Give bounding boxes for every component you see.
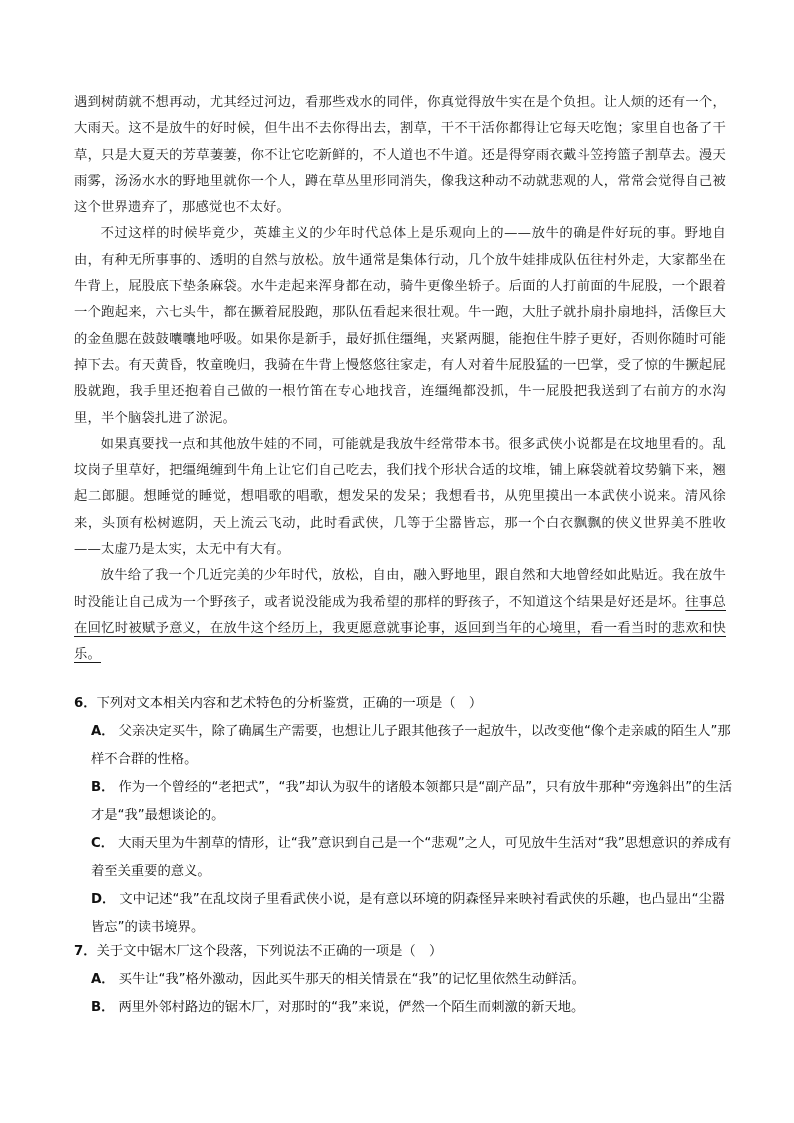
reading-passage <box>74 90 726 669</box>
passage-paragraph-2: 不过这样的时候毕竟少，英雄主义的少年时代总体上是乐观向上的——放牛的确是件好玩的事。野地自由，有种无所事事的、透明的自然与放松。放牛通常是集体行动，几个放牛娃排成队伍往村外走，大家都坐在牛背上，屁股底下垫条麻袋。水牛走起来浑身都在动，骑牛更像坐轿子。后面的人打前面的牛屁股，一个跟着一个跑起来，六七头牛，都在撅着屁股跑，那队伍看起来很壮观。牛一跑，大肚子就扑扇扑扇地抖，活像巨大的金鱼腮在鼓鼓囔囔地呼吸。如果你是新手，最好抓住缰绳，夹紧两腿，能抱住牛脖子更好，否则你随时可能掉下去。有天黄昏，牧童晚归，我骑在牛背上慢悠悠往家走，有人对着牛屁股猛的一巴掌，受了惊的牛撅起屁股就跑，我手里还抱着自己做的一根竹笛在专心地找音，连缰绳都没抓，牛一屁股把我送到了右前方的水沟里，半个脑袋扎进了淤泥。 <box>74 226 726 426</box>
underlined-sentence: 往事总在回忆时被赋予意义，在放牛这个经历上，我更愿意就事论事，返回到当年的心境里，看一看当时的悲欢和快乐。 <box>74 594 726 663</box>
option-label: B． <box>91 780 115 795</box>
option-text: 大雨天里为牛割草的情形，让“我”意识到自己是一个“悲观”之人，可见放牛生活对“我”思想意识的养成有着至关重要的意义。 <box>91 836 732 879</box>
passage-paragraph-1: 遇到树荫就不想再动，尤其经过河边，看那些戏水的同伴，你真觉得放牛实在是个负担。让人烦的还有一个，大雨天。这不是放牛的好时候，但牛出不去你得出去，割草，干不干活你都得让它每天吃饱；家里自也备了干草，只是大夏天的芳草萋萋，你不让它吃新鲜的，不人道也不牛道。还是得穿雨衣戴斗笠挎篮子割草去。漫天雨雾，汤汤水水的野地里就你一个人，蹲在草丛里形同消失，像我这种动不动就悲观的人，常常会觉得自己被这个世界遗弃了，那感觉也不太好。 <box>74 95 726 216</box>
question-text: 下列对文本相关内容和艺术特色的分析鉴赏，正确的一项是（ ） <box>96 696 483 711</box>
option-text: 父亲决定买牛，除了确属生产需要，也想让儿子跟其他孩子一起放牛，以改变他“像个走亲戚的陌生人”那样不合群的性格。 <box>91 724 731 767</box>
passage-paragraph-3: 如果真要找一点和其他放牛娃的不同，可能就是我放牛经常带本书。很多武侠小说都是在坟地里看的。乱坟岗子里草好，把缰绳缠到牛角上让它们自己吃去，我们找个形状合适的坟堆，铺上麻袋就着坟势躺下来，翘起二郎腿。想睡觉的睡觉，想唱歌的唱歌，想发呆的发呆；我想看书，从兜里摸出一本武侠小说来。清风徐来，头顶有松树遮阴，天上流云飞动，此时看武侠，几等于尘嚣皆忘，那一个白衣飘飘的侠义世界美不胜收——太虚乃是太实，太无中有大有。 <box>74 436 726 558</box>
option-b <box>91 774 734 830</box>
question-stem <box>74 938 734 966</box>
option-text: 两里外邻村路边的锯木厂，对那时的“我”来说，俨然一个陌生而刺激的新天地。 <box>118 1000 585 1015</box>
question-text: 关于文中锯木厂这个段落，下列说法不正确的一项是（ ） <box>96 944 443 959</box>
option-label: A． <box>91 972 115 987</box>
option-c <box>91 830 734 886</box>
question-6 <box>74 690 734 942</box>
option-label: C． <box>91 836 115 851</box>
option-a <box>91 966 734 994</box>
option-label: D． <box>91 892 116 907</box>
option-a <box>91 718 734 774</box>
option-label: A． <box>91 724 115 739</box>
passage-paragraph-4-text: 放牛给了我一个几近完美的少年时代，放松，自由，融入野地里，跟自然和大地曾经如此贴近。我在放牛时没能让自己成为一个野孩子，或者说没能成为我希望的那样的野孩子，不知道这个结果是好还是坏。 <box>74 568 726 610</box>
question-7 <box>74 938 734 1022</box>
question-stem <box>74 690 734 718</box>
question-number: 6． <box>74 696 97 711</box>
option-text: 作为一个曾经的“老把式”，“我”却认为驭牛的诸般本领都只是“副产品”，只有放牛那种“旁逸斜出”的生活才是“我”最想谈论的。 <box>91 780 733 823</box>
option-text: 买牛让“我”格外激动，因此买牛那天的相关情景在“我”的记忆里依然生动鲜活。 <box>118 972 585 987</box>
option-d <box>91 886 734 942</box>
option-label: B． <box>91 1000 115 1015</box>
passage-paragraph-4 <box>74 563 726 668</box>
option-b <box>91 994 734 1022</box>
option-text: 文中记述“我”在乱坟岗子里看武侠小说，是有意以环境的阴森怪异来映衬看武侠的乐趣，也凸显出“尘嚣皆忘”的读书境界。 <box>91 892 726 935</box>
question-number: 7． <box>74 944 97 959</box>
